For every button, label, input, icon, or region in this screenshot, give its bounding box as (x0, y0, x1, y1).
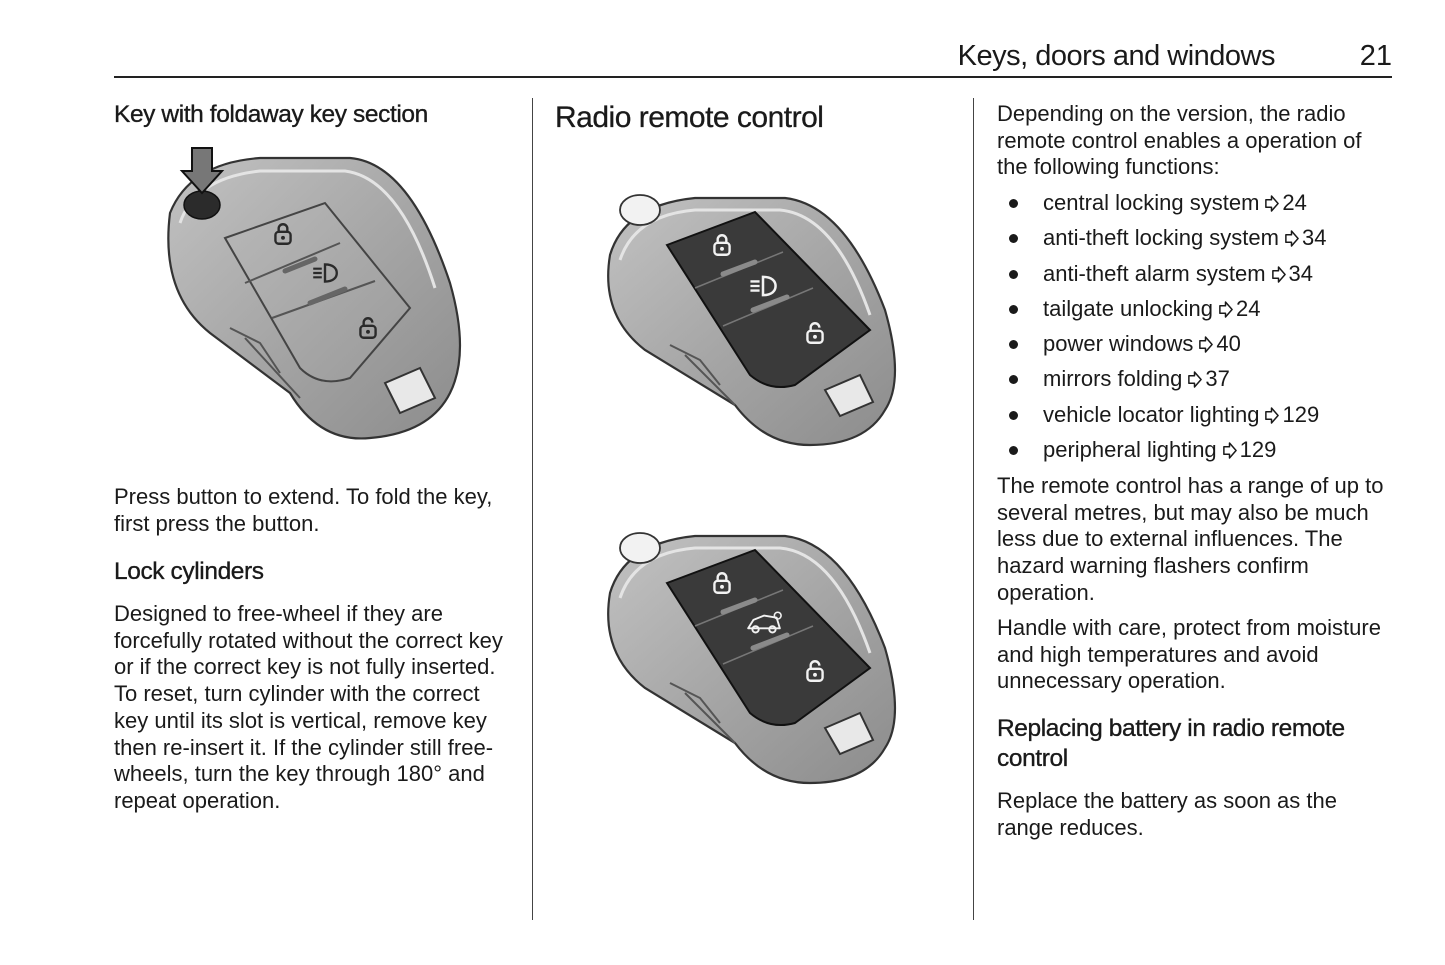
heading-replacing-battery: Replacing battery in radio remote control (997, 715, 1345, 772)
heading-radio-remote-control: Radio remote control (555, 101, 824, 134)
list-item (1005, 398, 1395, 433)
list-item (1005, 292, 1395, 327)
list-item (1005, 186, 1395, 221)
function-label: anti-theft alarm system (1043, 260, 1266, 286)
list-item (1005, 257, 1395, 292)
page-link[interactable]: 129 (1282, 401, 1320, 427)
remote-key-illustration-tailgate (595, 518, 925, 788)
header-rule (114, 76, 1392, 78)
page-link[interactable]: 34 (1288, 260, 1313, 286)
heading-foldaway-key: Key with foldaway key section (114, 101, 428, 128)
function-label: anti-theft locking system (1043, 225, 1279, 251)
battery-text: Replace the battery as soon as the range reduces. (997, 788, 1337, 840)
triangle-arrow-icon (1222, 442, 1237, 459)
press-button-text: Press button to extend. To fold the key, first press the button. (114, 484, 493, 536)
page-link[interactable]: 129 (1239, 437, 1277, 463)
column-divider-right (973, 98, 974, 920)
range-text: The remote control has a range of up to several metres, but may also be much less due to external influences. The hazard warning flashers confirm operation. (997, 473, 1384, 605)
page-link[interactable]: 24 (1282, 190, 1307, 215)
page-link[interactable]: 40 (1216, 331, 1241, 357)
page-link[interactable]: 37 (1205, 366, 1230, 392)
triangle-arrow-icon (1264, 407, 1279, 424)
triangle-arrow-icon (1264, 195, 1279, 212)
release-button (620, 533, 660, 563)
triangle-arrow-icon (1218, 301, 1233, 318)
list-item (1005, 433, 1395, 468)
triangle-arrow-icon (1284, 230, 1299, 247)
page-number: 21 (1359, 40, 1392, 72)
foldaway-key-illustration (150, 143, 480, 453)
release-button (620, 195, 660, 225)
list-item (1005, 221, 1395, 256)
function-label: peripheral lighting (1043, 437, 1217, 463)
triangle-arrow-icon (1198, 336, 1213, 353)
function-label: tailgate unlocking (1043, 295, 1214, 321)
list-item (1005, 362, 1395, 397)
column-divider-left (532, 98, 533, 920)
triangle-arrow-icon (1271, 266, 1286, 283)
function-label: central locking system (1043, 190, 1260, 215)
page-link[interactable]: 34 (1301, 225, 1327, 251)
list-item (1005, 327, 1395, 362)
function-label: mirrors folding (1043, 366, 1183, 392)
function-label: power windows (1043, 331, 1194, 357)
section-title: Keys, doors and windows (957, 40, 1275, 72)
care-text: Handle with care, protect from moisture and high temperatures and avoid unnecessary operation. (997, 615, 1381, 694)
triangle-arrow-icon (1187, 371, 1202, 388)
release-button (184, 191, 220, 219)
function-label: vehicle locator lighting (1043, 401, 1260, 427)
page-link[interactable]: 24 (1236, 295, 1261, 321)
remote-key-illustration-headlight (595, 180, 925, 450)
function-list (1005, 186, 1395, 468)
heading-lock-cylinders: Lock cylinders (114, 558, 264, 585)
remote-intro-text: Depending on the version, the radio remote control enables a operation of the following functions: (997, 101, 1362, 180)
lock-cylinders-text: Designed to free-wheel if they are forcefully rotated without the correct key or if the correct key is not fully inserted. To reset, turn cylinder with the correct key until its slot is vertical, remove key then re-insert it. If the cylinder still free-wheels, turn the key through 180° and repeat operation. (114, 601, 503, 813)
